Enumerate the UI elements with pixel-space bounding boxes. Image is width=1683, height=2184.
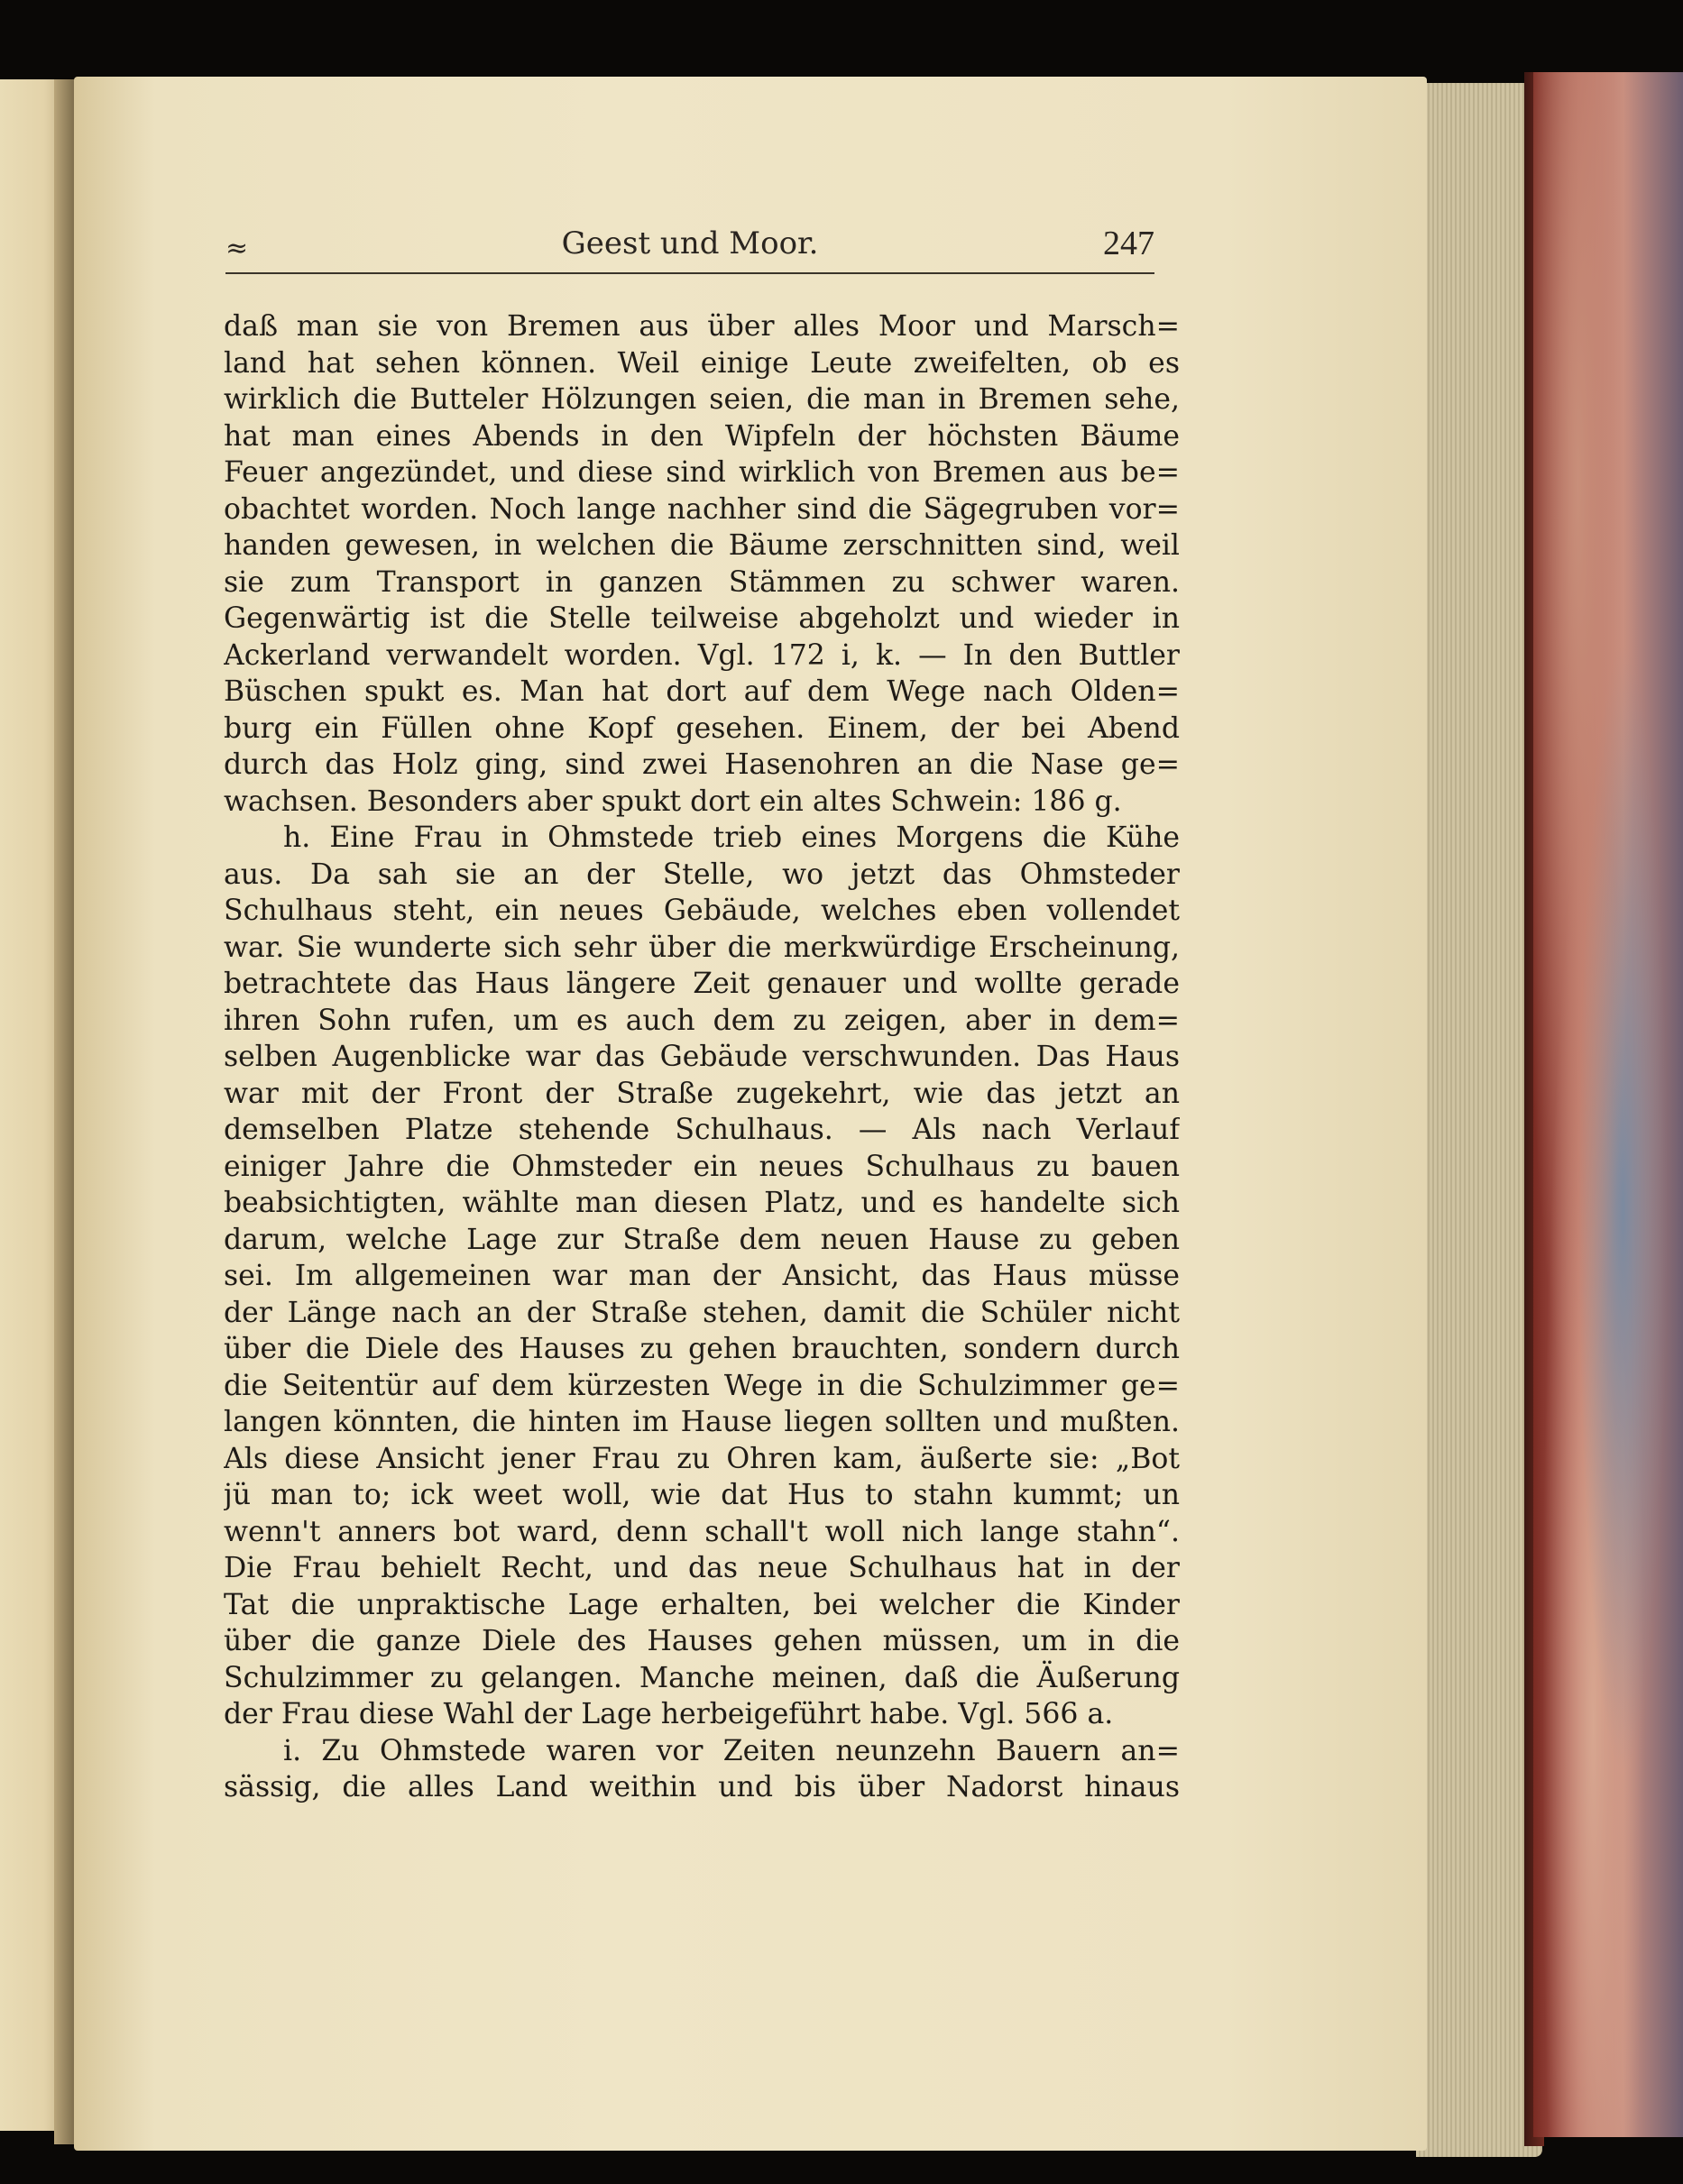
page-edges (1416, 83, 1542, 2157)
text-line: wachsen. Besonders aber spukt dort ein altes Schwein: 186 g. (224, 785, 1122, 818)
text-line: war mit der Front der Straße zugekehrt, wie das jetzt an (224, 1077, 1180, 1110)
text-line: Gegenwärtig ist die Stelle teilweise abgeholzt und wieder in (224, 602, 1180, 635)
paragraph-start-line: h. Eine Frau in Ohmstede trieb eines Morgens die Kühe (283, 821, 1180, 854)
text-line: handen gewesen, in welchen die Bäume zerschnitten sind, weil (224, 529, 1180, 562)
signature-mark: ≈ (225, 233, 249, 264)
text-line: über die Diele des Hauses zu gehen brauchten, sondern durch (224, 1333, 1180, 1365)
text-line: sei. Im allgemeinen war man der Ansicht, das Haus müsse (224, 1260, 1180, 1292)
text-line: betrachtete das Haus längere Zeit genauer und wollte gerade (224, 968, 1180, 1000)
text-line: Tat die unpraktische Lage erhalten, bei welcher die Kinder (224, 1588, 1180, 1621)
text-line: über die ganze Diele des Hauses gehen müssen, um in die (224, 1625, 1180, 1657)
text-line: jü man to; ick weet woll, wie dat Hus to stahn kummt; un (224, 1479, 1180, 1511)
text-line: Schulzimmer zu gelangen. Manche meinen, daß die Äußerung (224, 1661, 1180, 1694)
text-line: Die Frau behielt Recht, und das neue Schulhaus hat in der (224, 1552, 1180, 1584)
text-line: beabsichtigten, wählte man diesen Platz, und es handelte sich (224, 1187, 1180, 1219)
text-line: Feuer angezündet, und diese sind wirklich von Bremen aus be= (224, 456, 1180, 489)
paragraph-start-line: i. Zu Ohmstede waren vor Zeiten neunzehn Bauern an= (283, 1734, 1180, 1767)
text-line: Büschen spukt es. Man hat dort auf dem Wege nach Olden= (224, 675, 1180, 708)
text-line: burg ein Füllen ohne Kopf gesehen. Einem, der bei Abend (224, 711, 1180, 745)
text-line: einiger Jahre die Ohmsteder ein neues Schulhaus zu bauen (224, 1150, 1180, 1183)
text-line: war. Sie wunderte sich sehr über die merkwürdige Erscheinung, (224, 931, 1180, 964)
running-title: Geest und Moor. (561, 225, 819, 262)
text-line: langen könnten, die hinten im Hause liegen sollten und mußten. (224, 1406, 1180, 1438)
text-line: Ackerland verwandelt worden. Vgl. 172 i, k. — In den Buttler (224, 638, 1180, 672)
text-line: selben Augenblicke war das Gebäude verschwunden. Das Haus (224, 1041, 1180, 1073)
text-line: wenn't anners bot ward, denn schall't woll nich lange stahn“. (224, 1515, 1180, 1548)
text-line: daß man sie von Bremen aus über alles Moor und Marsch= (224, 310, 1180, 343)
text-line: obachtet worden. Noch lange nachher sind die Sägegruben vor= (224, 492, 1180, 526)
text-line: der Länge nach an der Straße stehen, damit die Schüler nicht (224, 1296, 1180, 1329)
text-line: wirklich die Butteler Hölzungen seien, die man in Bremen sehe, (224, 383, 1180, 416)
text-line: hat man eines Abends in den Wipfeln der höchsten Bäume (224, 419, 1180, 453)
text-line: der Frau diese Wahl der Lage herbeigeführt habe. Vgl. 566 a. (224, 1698, 1114, 1730)
text-line: durch das Holz ging, sind zwei Hasenohren an die Nase ge= (224, 748, 1180, 781)
running-head (225, 222, 1154, 274)
text-line: darum, welche Lage zur Straße dem neuen Hause zu geben (224, 1223, 1180, 1256)
text-line: sässig, die alles Land weithin und bis über Nadorst hinaus (224, 1771, 1180, 1803)
text-line: Als diese Ansicht jener Frau zu Ohren kam, äußerte sie: „Bot (224, 1442, 1180, 1475)
marbled-cover (1533, 72, 1683, 2137)
text-line: Schulhaus steht, ein neues Gebäude, welches eben vollendet (224, 895, 1180, 927)
text-line: demselben Platze stehende Schulhaus. — Als nach Verlauf (224, 1114, 1180, 1146)
page-number: 247 (1103, 225, 1154, 262)
text-line: aus. Da sah sie an der Stelle, wo jetzt das Ohmsteder (224, 858, 1180, 891)
text-line: die Seitentür auf dem kürzesten Wege in die Schulzimmer ge= (224, 1369, 1180, 1402)
text-line: land hat sehen können. Weil einige Leute zweifelten, ob es (224, 346, 1180, 380)
body-text (224, 308, 1180, 1806)
text-line: sie zum Transport in ganzen Stämmen zu schwer waren. (224, 565, 1180, 599)
text-line: ihren Sohn rufen, um es auch dem zu zeigen, aber in dem= (224, 1004, 1180, 1037)
